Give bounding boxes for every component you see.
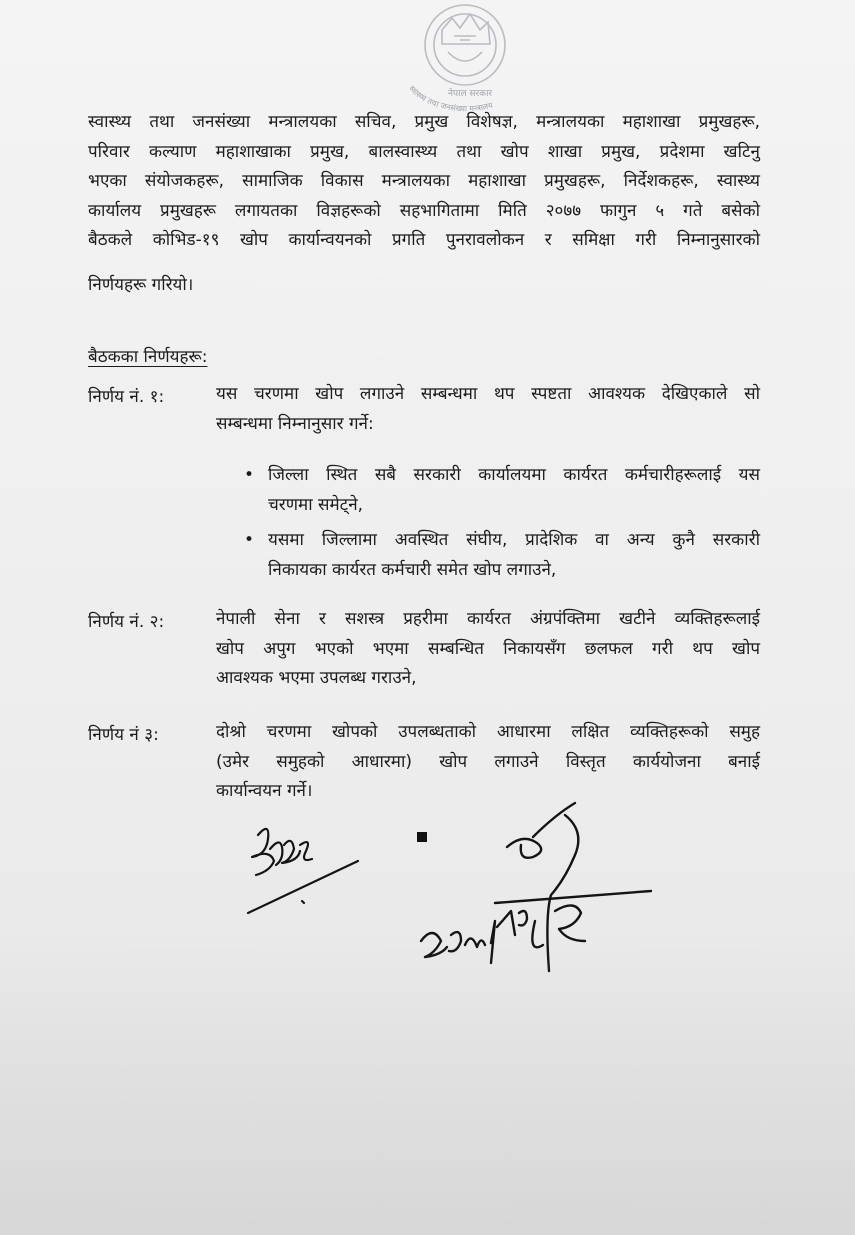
bullet-dot-icon: • [244, 530, 255, 550]
bullet-dot-icon: • [244, 465, 255, 485]
decision-line: कार्यान्वयन गर्ने। [216, 781, 313, 801]
bullet-line: यसमा जिल्लामा अवस्थित संघीय, प्रादेशिक वा अन्य कुनै सरकारी [268, 530, 760, 550]
bullet-item [244, 526, 760, 585]
decision-2-label: निर्णय नं. २: [88, 612, 165, 632]
decision-line: आवश्यक भएमा उपलब्ध गराउने, [216, 668, 417, 688]
bullet-line: जिल्ला स्थित सबै सरकारी कार्यालयमा कार्यरत कर्मचारीहरूलाई यस [268, 465, 760, 485]
decision-3-text [216, 718, 760, 807]
decision-line: सम्बन्धमा निम्नानुसार गर्ने: [216, 413, 374, 434]
intro-line: भएका संयोजकहरू, सामाजिक विकास मन्त्रालयका महाशाखा प्रमुखहरू, निर्देशकहरू, स्वास्थ्य [88, 171, 760, 191]
decision-line: यस चरणमा खोप लगाउने सम्बन्धमा थप स्पष्टता आवश्यक देखिएकाले सो [216, 384, 760, 404]
decision-3-label: निर्णय नं ३: [88, 725, 159, 745]
decisions-heading: बैठकका निर्णयहरू: [88, 347, 208, 367]
decision-1-text [216, 380, 760, 439]
decision-line: दोश्रो चरणमा खोपको उपलब्धताको आधारमा लक्षित व्यक्तिहरूको समुह [216, 722, 760, 742]
intro-line: कार्यालय प्रमुखहरू लगायतका विज्ञहरूको सहभागितामा मिति २०७७ फागुन ५ गते बसेको [88, 200, 760, 221]
decision-line: (उमेर समुहको आधारमा) खोप लगाउने विस्तृत कार्ययोजना बनाई [216, 751, 760, 772]
decision-1-label: निर्णय नं. १: [88, 387, 165, 407]
decision-line: खोप अपुग भएको भएमा सम्बन्धित निकायसँग छलफल गरी थप खोप [216, 638, 760, 659]
bullet-line: निकायका कार्यरत कर्मचारी समेत खोप लगाउने, [268, 559, 557, 580]
intro-line: निर्णयहरू गरियो। [88, 275, 194, 295]
intro-line: परिवार कल्याण महाशाखाका प्रमुख, बालस्वास्थ्य तथा खोप शाखा प्रमुख, प्रदेशमा खटिनु [88, 141, 760, 162]
handwritten-signature-right [415, 795, 665, 980]
intro-line: बैठकले कोभिड-१९ खोप कार्यान्वयनको प्रगति पुनरावलोकन र समिक्षा गरी निम्नानुसारको [88, 230, 760, 250]
handwritten-signature-left [240, 815, 370, 925]
government-seal-icon [390, 0, 540, 112]
decision-line: नेपाली सेना र सशस्त्र प्रहरीमा कार्यरत अंग्रपंक्तिमा खटीने व्यक्तिहरूलाई [216, 609, 760, 629]
intro-line: स्वास्थ्य तथा जनसंख्या मन्त्रालयका सचिव, प्रमुख विशेषज्ञ, मन्त्रालयका महाशाखा प्रमुखहरू, [88, 112, 760, 132]
photo-shadow [0, 935, 855, 1235]
seal-text-bottom: स्वास्थ्य तथा जनसंख्या मन्त्रालय [407, 83, 494, 112]
bullet-line: चरणमा समेट्ने, [268, 494, 364, 515]
bullet-item [244, 461, 760, 520]
decision-2-text [216, 605, 760, 694]
government-seal [390, 0, 540, 112]
seal-text-top: नेपाल सरकार [448, 89, 493, 99]
decision-1-bullet-list [244, 461, 760, 585]
intro-paragraph [88, 108, 760, 256]
